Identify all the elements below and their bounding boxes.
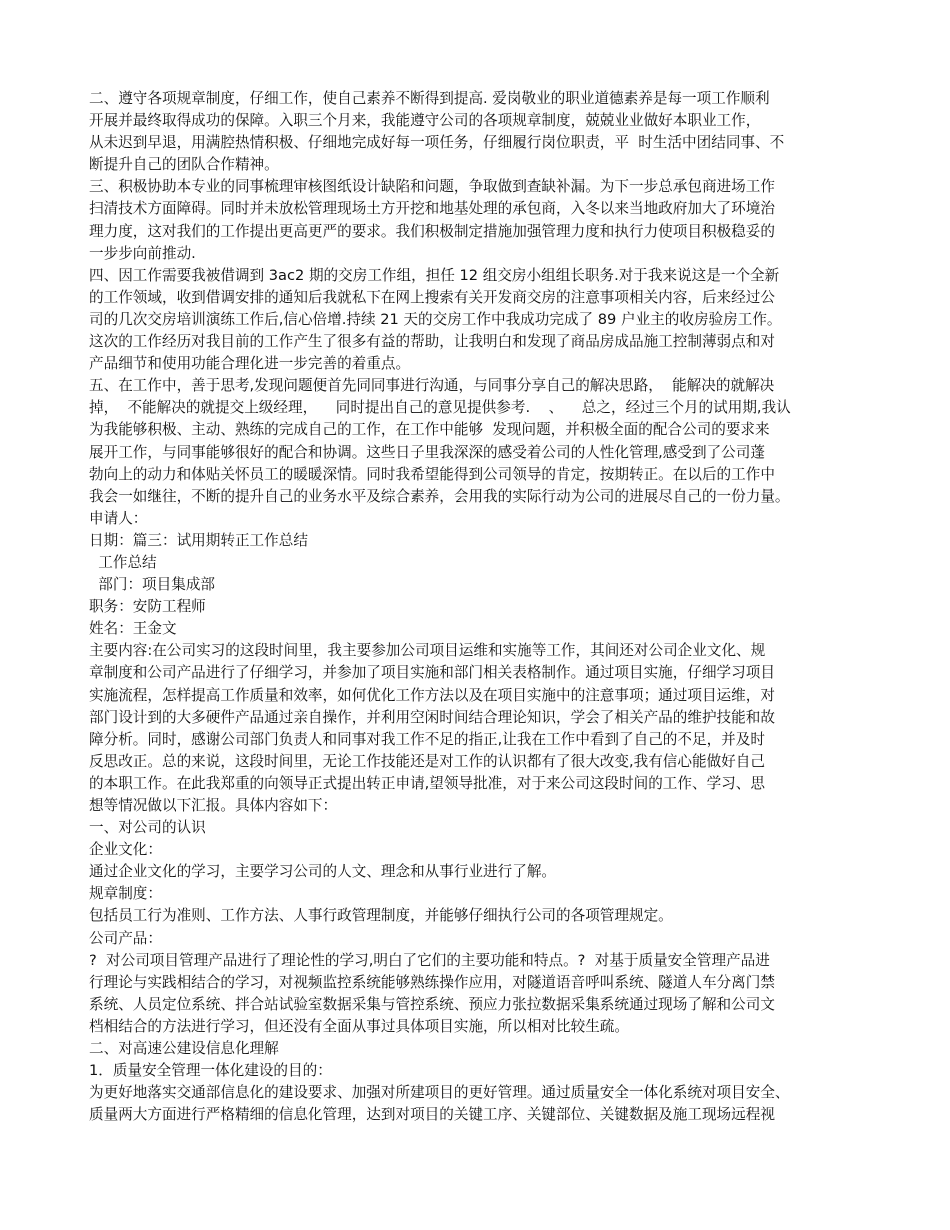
text-line: 障分析。同时，感谢公司部门负责人和同事对我工作不足的指正,让我在工作中看到了自己的不足，并及时	[89, 730, 765, 748]
signature-label: 申请人：	[89, 509, 148, 527]
text-line: 系统、人员定位系统、拌合站试验室数据采集与管控系统、预应力张拉数据采集系统通过现场了解和公司文	[89, 995, 775, 1013]
document-body	[89, 88, 869, 1126]
text-line: 扫清技术方面障碍。同时并未放松管理现场土方开挖和地基处理的承包商，入冬以来当地政府加大了环境治	[89, 200, 775, 218]
text-line: 产品细节和使用功能合理化进一步完善的着重点。	[89, 355, 411, 373]
text-line: 一步步向前推动.	[89, 244, 196, 262]
section-heading: 工作总结	[89, 553, 157, 571]
text-line: 二、遵守各项规章制度，仔细工作，使自己素养不断得到提高. 爱岗敬业的职业道德素养是每一项工作顺利	[89, 90, 770, 107]
text-line: 断提升自己的团队合作精神。	[89, 156, 279, 174]
text-line: 部门设计到的大多硬件产品通过亲自操作，并利用空闲时间结合理论知识，学会了相关产品的维护技能和故	[89, 708, 775, 726]
text-line: ? 对公司项目管理产品进行了理论性的学习,明白了它们的主要功能和特点。? 对基于质量安全管理产品进	[89, 951, 770, 969]
text-line: 章制度和公司产品进行了仔细学习，并参加了项目实施和部门相关表格制作。通过项目实施，仔细学习项目	[89, 664, 775, 682]
section-heading: 二、对高速公建设信息化理解	[89, 1040, 279, 1058]
text-line: 五、在工作中，善于思考,发现问题便首先同同事进行沟通，与同事分享自己的解决思路， 能解决的就解决	[89, 377, 775, 395]
text-line: 三、积极协助本专业的同事梳理审核图纸设计缺陷和问题，争取做到查缺补漏。为下一步总承包商进场工作	[89, 178, 775, 196]
section-heading: 一、对公司的认识	[89, 819, 206, 837]
text-line: 掉， 不能解决的就提交上级经理， 同时提出自己的意见提供参考. 、 总之，经过三个月的试用期,我认	[89, 399, 791, 417]
text-line: 为我能够积极、主动、熟练的完成自己的工作，在工作中能够 发现问题，并积极全面的配合公司的要求来	[89, 421, 770, 439]
text-line: 质量两大方面进行严格精细的信息化管理，达到对项目的关键工序、关键部位、关键数据及施工现场远程视	[89, 1106, 775, 1124]
text-line: 实施流程，怎样提高工作质量和效率，如何优化工作方法以及在项目实施中的注意事项；通过项目运维，对	[89, 686, 775, 704]
date-and-section-title: 日期：篇三：试用期转正工作总结	[89, 531, 308, 549]
text-line: 包括员工行为准则、工作方法、人事行政管理制度，并能够仔细执行公司的各项管理规定。	[89, 907, 673, 925]
text-line: 行理论与实践相结合的学习，对视频监控系统能够熟练操作应用，对隧道语音呼叫系统、隧道人车分离门禁	[89, 973, 775, 991]
text-line: 通过企业文化的学习，主要学习公司的人文、理念和从事行业进行了解。	[89, 863, 557, 881]
text-line: 主要内容:在公司实习的这段时间里，我主要参加公司项目运维和实施等工作，其间还对公司企业文化、规	[89, 642, 766, 660]
subheading: 规章制度：	[89, 885, 162, 903]
text-line: 从未迟到早退，用满腔热情积极、仔细地完成好每一项任务，仔细履行岗位职责，平 时生活中团结同事、不	[89, 134, 785, 152]
text-line: 反思改正。总的来说，这段时间里，无论工作技能还是对工作的认识都有了很大改变,我有信心能做好自己	[89, 752, 765, 770]
text-line: 展开工作，与同事能够很好的配合和协调。这些日子里我深深的感受着公司的人性化管理,感受到了公司蓬	[89, 443, 765, 461]
text-line: 四、因工作需要我被借调到 3ac2 期的交房工作组，担任 12 组交房小组组长职务.对于我来说这是一个全新	[89, 266, 780, 284]
subheading: 公司产品：	[89, 929, 162, 947]
position-line: 职务：安防工程师	[89, 598, 206, 616]
subheading: 1．质量安全管理一体化建设的目的：	[89, 1062, 332, 1080]
subheading: 企业文化：	[89, 841, 162, 859]
text-line: 档相结合的方法进行学习，但还没有全面从事过具体项目实施，所以相对比较生疏。	[89, 1017, 629, 1035]
text-line: 开展并最终取得成功的保障。入职三个月来，我能遵守公司的各项规章制度，兢兢业业做好本职业工作，	[89, 112, 761, 130]
text-line: 的工作领域，收到借调安排的通知后我就私下在网上搜索有关开发商交房的注意事项相关内容，后来经过公	[89, 288, 775, 306]
text-line: 我会一如继往，不断的提升自己的业务水平及综合素养，会用我的实际行动为公司的进展尽自己的一份力量。	[89, 487, 790, 505]
text-line: 理力度，这对我们的工作提出更高更严的要求。我们积极制定措施加强管理力度和执行力使项目积极稳妥的	[89, 222, 775, 240]
department-line: 部门：项目集成部	[89, 576, 216, 594]
text-line: 为更好地落实交通部信息化的建设要求、加强对所建项目的更好管理。通过质量安全一体化系统对项目安全、	[89, 1084, 790, 1102]
text-line: 的本职工作。在此我郑重的向领导正式提出转正申请,望领导批准，对于来公司这段时间的工作、学习、思	[89, 774, 765, 792]
name-line: 姓名：王金文	[89, 620, 177, 638]
text-line: 想等情况做以下汇报。具体内容如下：	[89, 797, 338, 814]
text-line: 司的几次交房培训演练工作后,信心倍增.持续 21 天的交房工作中我成功完成了 89 户业主的收房验房工作。	[89, 310, 782, 328]
text-line: 这次的工作经历对我目前的工作产生了很多有益的帮助，让我明白和发现了商品房成品施工控制薄弱点和对	[89, 333, 775, 351]
text-line: 勃向上的动力和体贴关怀员工的暖暖深情。同时我希望能得到公司领导的肯定，按期转正。在以后的工作中	[89, 465, 775, 483]
